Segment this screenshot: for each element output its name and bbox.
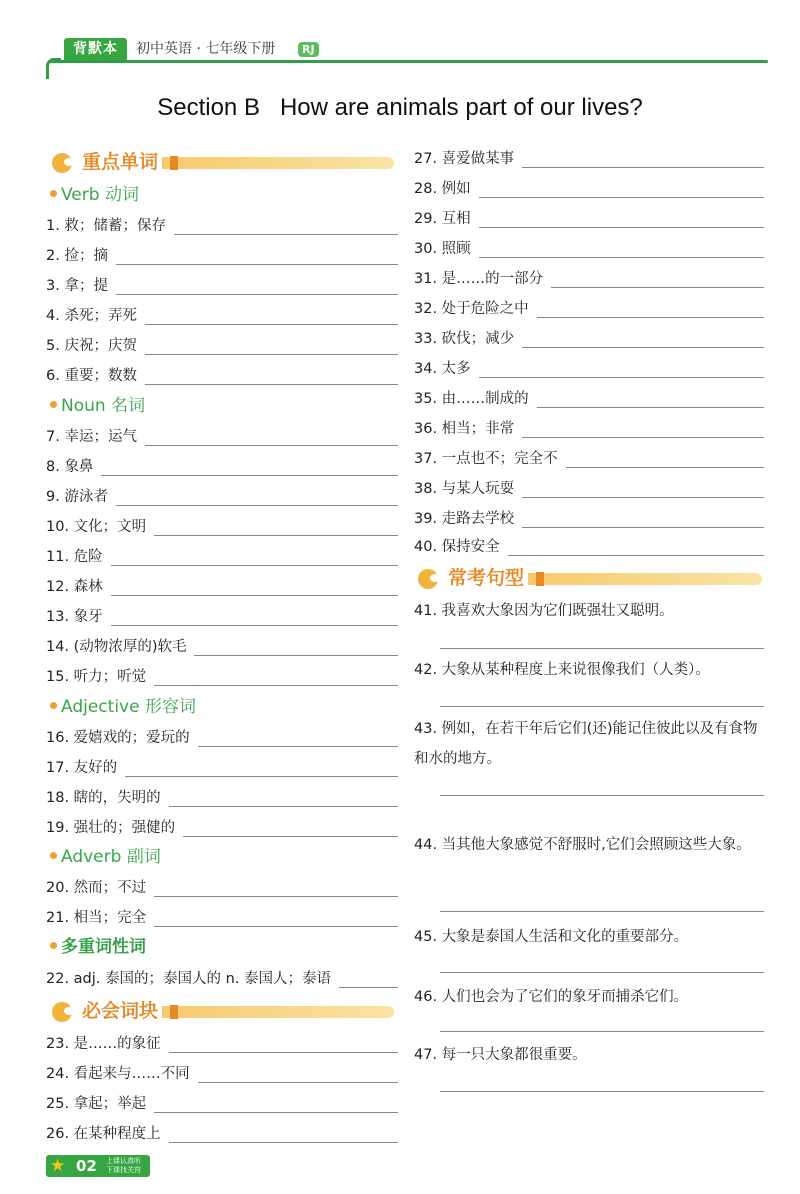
answer-blank[interactable] bbox=[154, 535, 398, 536]
answer-blank[interactable] bbox=[479, 257, 764, 258]
vocab-prompt: 33. 砍伐；减少 bbox=[414, 331, 515, 347]
vocab-prompt: 32. 处于危险之中 bbox=[414, 301, 529, 317]
section-phrases bbox=[52, 1000, 394, 1024]
answer-blank[interactable] bbox=[440, 648, 764, 649]
vocab-prompt: 22. adj. 泰国的；泰国人的 n. 泰国人；泰语 bbox=[46, 971, 332, 987]
answer-blank[interactable] bbox=[145, 384, 398, 385]
vocab-prompt: 13. 象牙 bbox=[46, 609, 103, 625]
sub-en: Adverb bbox=[61, 847, 122, 867]
section-marker bbox=[170, 156, 178, 170]
vocab-item bbox=[46, 635, 398, 659]
vocab-item bbox=[46, 967, 398, 991]
vocab-item bbox=[46, 1122, 398, 1146]
vocab-prompt: 23. 是……的象征 bbox=[46, 1036, 161, 1052]
sub-adjective bbox=[50, 696, 196, 718]
vocab-prompt: 2. 捡；摘 bbox=[46, 248, 108, 264]
vocab-prompt: 16. 爱嬉戏的；爱玩的 bbox=[46, 730, 190, 746]
answer-blank[interactable] bbox=[194, 655, 398, 656]
vocab-item bbox=[46, 575, 398, 599]
vocab-prompt: 19. 强壮的；强健的 bbox=[46, 820, 176, 836]
header-badge: 背默本 bbox=[64, 38, 127, 60]
sub-noun bbox=[50, 395, 145, 417]
bullet-icon bbox=[50, 852, 57, 859]
vocab-item bbox=[414, 357, 764, 381]
vocab-prompt: 38. 与某人玩耍 bbox=[414, 481, 515, 497]
star-icon: ★ bbox=[50, 1156, 66, 1176]
vocab-prompt: 24. 看起来与……不同 bbox=[46, 1066, 190, 1082]
vocab-item bbox=[46, 364, 398, 388]
vocab-prompt: 8. 象鼻 bbox=[46, 459, 94, 475]
answer-blank[interactable] bbox=[440, 795, 764, 796]
answer-blank[interactable] bbox=[169, 806, 398, 807]
vocab-item bbox=[46, 545, 398, 569]
vocab-prompt: 18. 瞎的，失明的 bbox=[46, 790, 161, 806]
section-sentences bbox=[418, 567, 762, 591]
section-title: 常考句型 bbox=[448, 565, 528, 591]
answer-blank[interactable] bbox=[174, 234, 398, 235]
vocab-prompt: 25. 拿起；举起 bbox=[46, 1096, 147, 1112]
vocab-item bbox=[414, 327, 764, 351]
sentence-prompt: 46. 人们也会为了它们的象牙而捕杀它们。 bbox=[414, 989, 689, 1005]
answer-blank[interactable] bbox=[101, 475, 398, 476]
vocab-item bbox=[46, 756, 398, 780]
pacman-icon bbox=[52, 1002, 72, 1022]
answer-blank[interactable] bbox=[440, 972, 764, 973]
sub-cn: 名词 bbox=[111, 396, 146, 416]
book-title: 初中英语 · 七年级下册 bbox=[136, 41, 276, 57]
vocab-prompt: 36. 相当；非常 bbox=[414, 421, 515, 437]
vocab-item bbox=[46, 876, 398, 900]
page-title: Section B How are animals part of our lives? bbox=[157, 94, 643, 121]
section-title: 重点单词 bbox=[82, 149, 162, 175]
sub-cn: 形容词 bbox=[144, 697, 196, 717]
answer-blank[interactable] bbox=[145, 445, 398, 446]
answer-blank[interactable] bbox=[508, 555, 764, 556]
answer-blank[interactable] bbox=[154, 926, 398, 927]
answer-blank[interactable] bbox=[522, 437, 764, 438]
bullet-icon bbox=[50, 942, 57, 949]
vocab-prompt: 21. 相当；完全 bbox=[46, 910, 147, 926]
answer-blank[interactable] bbox=[440, 706, 764, 707]
answer-blank[interactable] bbox=[537, 407, 764, 408]
vocab-prompt: 12. 森林 bbox=[46, 579, 103, 595]
answer-blank[interactable] bbox=[440, 911, 764, 912]
sub-cn: 副词 bbox=[126, 847, 161, 867]
vocab-item bbox=[414, 535, 764, 559]
answer-blank[interactable] bbox=[479, 197, 764, 198]
section-bar bbox=[142, 157, 394, 169]
sentence-prompt: 44. 当其他大象感觉不舒服时,它们会照顾这些大象。 bbox=[414, 837, 751, 853]
section-bar bbox=[508, 573, 762, 585]
answer-blank[interactable] bbox=[111, 595, 398, 596]
vocab-item bbox=[46, 334, 398, 358]
answer-blank[interactable] bbox=[116, 505, 398, 506]
pacman-icon bbox=[52, 153, 72, 173]
vocab-prompt: 1. 救；储蓄；保存 bbox=[46, 218, 166, 234]
vocab-item bbox=[46, 816, 398, 840]
answer-blank[interactable] bbox=[116, 264, 398, 265]
sub-cn: 动词 bbox=[104, 185, 139, 205]
answer-blank[interactable] bbox=[154, 685, 398, 686]
answer-blank[interactable] bbox=[125, 776, 398, 777]
vocab-prompt: 35. 由……制成的 bbox=[414, 391, 529, 407]
answer-blank[interactable] bbox=[145, 324, 398, 325]
answer-blank[interactable] bbox=[522, 497, 764, 498]
vocab-prompt: 31. 是……的一部分 bbox=[414, 271, 544, 287]
sentence-prompt: 43. 例如，在若干年后它们(还)能记住彼此以及有食物和水的地方。 bbox=[414, 721, 758, 767]
answer-blank[interactable] bbox=[154, 896, 398, 897]
vocab-prompt: 17. 友好的 bbox=[46, 760, 118, 776]
vocab-item bbox=[46, 1062, 398, 1086]
vocab-item bbox=[414, 237, 764, 261]
vocab-item bbox=[414, 177, 764, 201]
sentence-prompt: 45. 大象是泰国人生活和文化的重要部分。 bbox=[414, 929, 689, 945]
edition-tag: RJ bbox=[298, 42, 319, 57]
answer-blank[interactable] bbox=[537, 317, 764, 318]
bullet-icon bbox=[50, 401, 57, 408]
sentence-prompt: 47. 每一只大象都很重要。 bbox=[414, 1047, 587, 1063]
section-marker bbox=[170, 1005, 178, 1019]
answer-blank[interactable] bbox=[183, 836, 398, 837]
vocab-item bbox=[414, 207, 764, 231]
vocab-prompt: 39. 走路去学校 bbox=[414, 511, 515, 527]
vocab-item bbox=[46, 786, 398, 810]
vocab-item bbox=[46, 515, 398, 539]
vocab-prompt: 37. 一点也不；完全不 bbox=[414, 451, 558, 467]
answer-blank[interactable] bbox=[145, 354, 398, 355]
answer-blank[interactable] bbox=[198, 1082, 398, 1083]
sub-verb bbox=[50, 184, 139, 206]
vocab-prompt: 28. 例如 bbox=[414, 181, 471, 197]
vocab-item bbox=[414, 507, 764, 531]
vocab-item bbox=[46, 425, 398, 449]
answer-blank[interactable] bbox=[522, 167, 764, 168]
vocab-item bbox=[46, 906, 398, 930]
vocab-prompt: 5. 庆祝；庆贺 bbox=[46, 338, 137, 354]
sentence-prompt: 41. 我喜欢大象因为它们既强壮又聪明。 bbox=[414, 603, 674, 619]
header-rule bbox=[48, 60, 768, 63]
sub-cn: 多重词性词 bbox=[61, 937, 146, 957]
page-number: 02 bbox=[76, 1157, 97, 1175]
vocab-prompt: 4. 杀死；弄死 bbox=[46, 308, 137, 324]
answer-blank[interactable] bbox=[479, 227, 764, 228]
vocab-prompt: 10. 文化；文明 bbox=[46, 519, 147, 535]
vocab-item bbox=[414, 417, 764, 441]
answer-blank[interactable] bbox=[522, 347, 764, 348]
bullet-icon bbox=[50, 702, 57, 709]
answer-blank[interactable] bbox=[522, 527, 764, 528]
vocab-item bbox=[414, 147, 764, 171]
vocab-prompt: 29. 互相 bbox=[414, 211, 471, 227]
vocab-item bbox=[46, 274, 398, 298]
bullet-icon bbox=[50, 190, 57, 197]
vocab-item bbox=[46, 485, 398, 509]
sub-adverb bbox=[50, 846, 161, 868]
sub-en: Verb bbox=[61, 185, 100, 205]
answer-blank[interactable] bbox=[566, 467, 764, 468]
page-number-tag bbox=[46, 1155, 150, 1177]
answer-blank[interactable] bbox=[479, 377, 764, 378]
vocab-prompt: 26. 在某种程度上 bbox=[46, 1126, 161, 1142]
vocab-prompt: 15. 听力；听觉 bbox=[46, 669, 147, 685]
vocab-item bbox=[414, 297, 764, 321]
footer-tagline-1: 上课认真听 bbox=[106, 1157, 141, 1165]
vocab-prompt: 20. 然而；不过 bbox=[46, 880, 147, 896]
vocab-prompt: 9. 游泳者 bbox=[46, 489, 108, 505]
vocab-prompt: 7. 幸运；运气 bbox=[46, 429, 137, 445]
vocab-prompt: 14. (动物浓厚的)软毛 bbox=[46, 639, 187, 655]
answer-blank[interactable] bbox=[154, 1112, 398, 1113]
sub-multi bbox=[50, 936, 146, 958]
vocab-item bbox=[46, 455, 398, 479]
answer-blank[interactable] bbox=[440, 1091, 764, 1092]
vocab-item bbox=[46, 665, 398, 689]
vocab-item bbox=[46, 214, 398, 238]
vocab-item bbox=[46, 304, 398, 328]
answer-blank[interactable] bbox=[169, 1052, 398, 1053]
vocab-prompt: 11. 危险 bbox=[46, 549, 103, 565]
footer-tagline-2: 下课找关窍 bbox=[106, 1166, 141, 1174]
sub-en: Noun bbox=[61, 396, 106, 416]
section-bar bbox=[142, 1006, 394, 1018]
vocab-prompt: 6. 重要；数数 bbox=[46, 368, 137, 384]
vocab-prompt: 27. 喜爱做某事 bbox=[414, 151, 515, 167]
vocab-item bbox=[46, 605, 398, 629]
answer-blank[interactable] bbox=[116, 294, 398, 295]
vocab-prompt: 30. 照顾 bbox=[414, 241, 471, 257]
answer-blank[interactable] bbox=[339, 987, 398, 988]
vocab-prompt: 34. 太多 bbox=[414, 361, 471, 377]
vocab-prompt: 3. 拿；提 bbox=[46, 278, 108, 294]
vocab-prompt: 40. 保持安全 bbox=[414, 539, 500, 555]
vocab-item bbox=[414, 267, 764, 291]
answer-blank[interactable] bbox=[440, 1031, 764, 1032]
section-key-words bbox=[52, 151, 394, 175]
answer-blank[interactable] bbox=[198, 746, 398, 747]
vocab-item bbox=[46, 1092, 398, 1116]
vocab-item bbox=[46, 1032, 398, 1056]
answer-blank[interactable] bbox=[111, 565, 398, 566]
vocab-item bbox=[414, 477, 764, 501]
answer-blank[interactable] bbox=[551, 287, 764, 288]
vocab-item bbox=[46, 726, 398, 750]
answer-blank[interactable] bbox=[169, 1142, 398, 1143]
section-title: 必会词块 bbox=[82, 998, 162, 1024]
pacman-icon bbox=[418, 569, 438, 589]
vocab-item bbox=[414, 387, 764, 411]
answer-blank[interactable] bbox=[111, 625, 398, 626]
vocab-item bbox=[414, 447, 764, 471]
section-marker bbox=[536, 572, 544, 586]
vocab-item bbox=[46, 244, 398, 268]
sub-en: Adjective bbox=[61, 697, 140, 717]
sentence-prompt: 42. 大象从某种程度上来说很像我们（人类）。 bbox=[414, 662, 710, 678]
